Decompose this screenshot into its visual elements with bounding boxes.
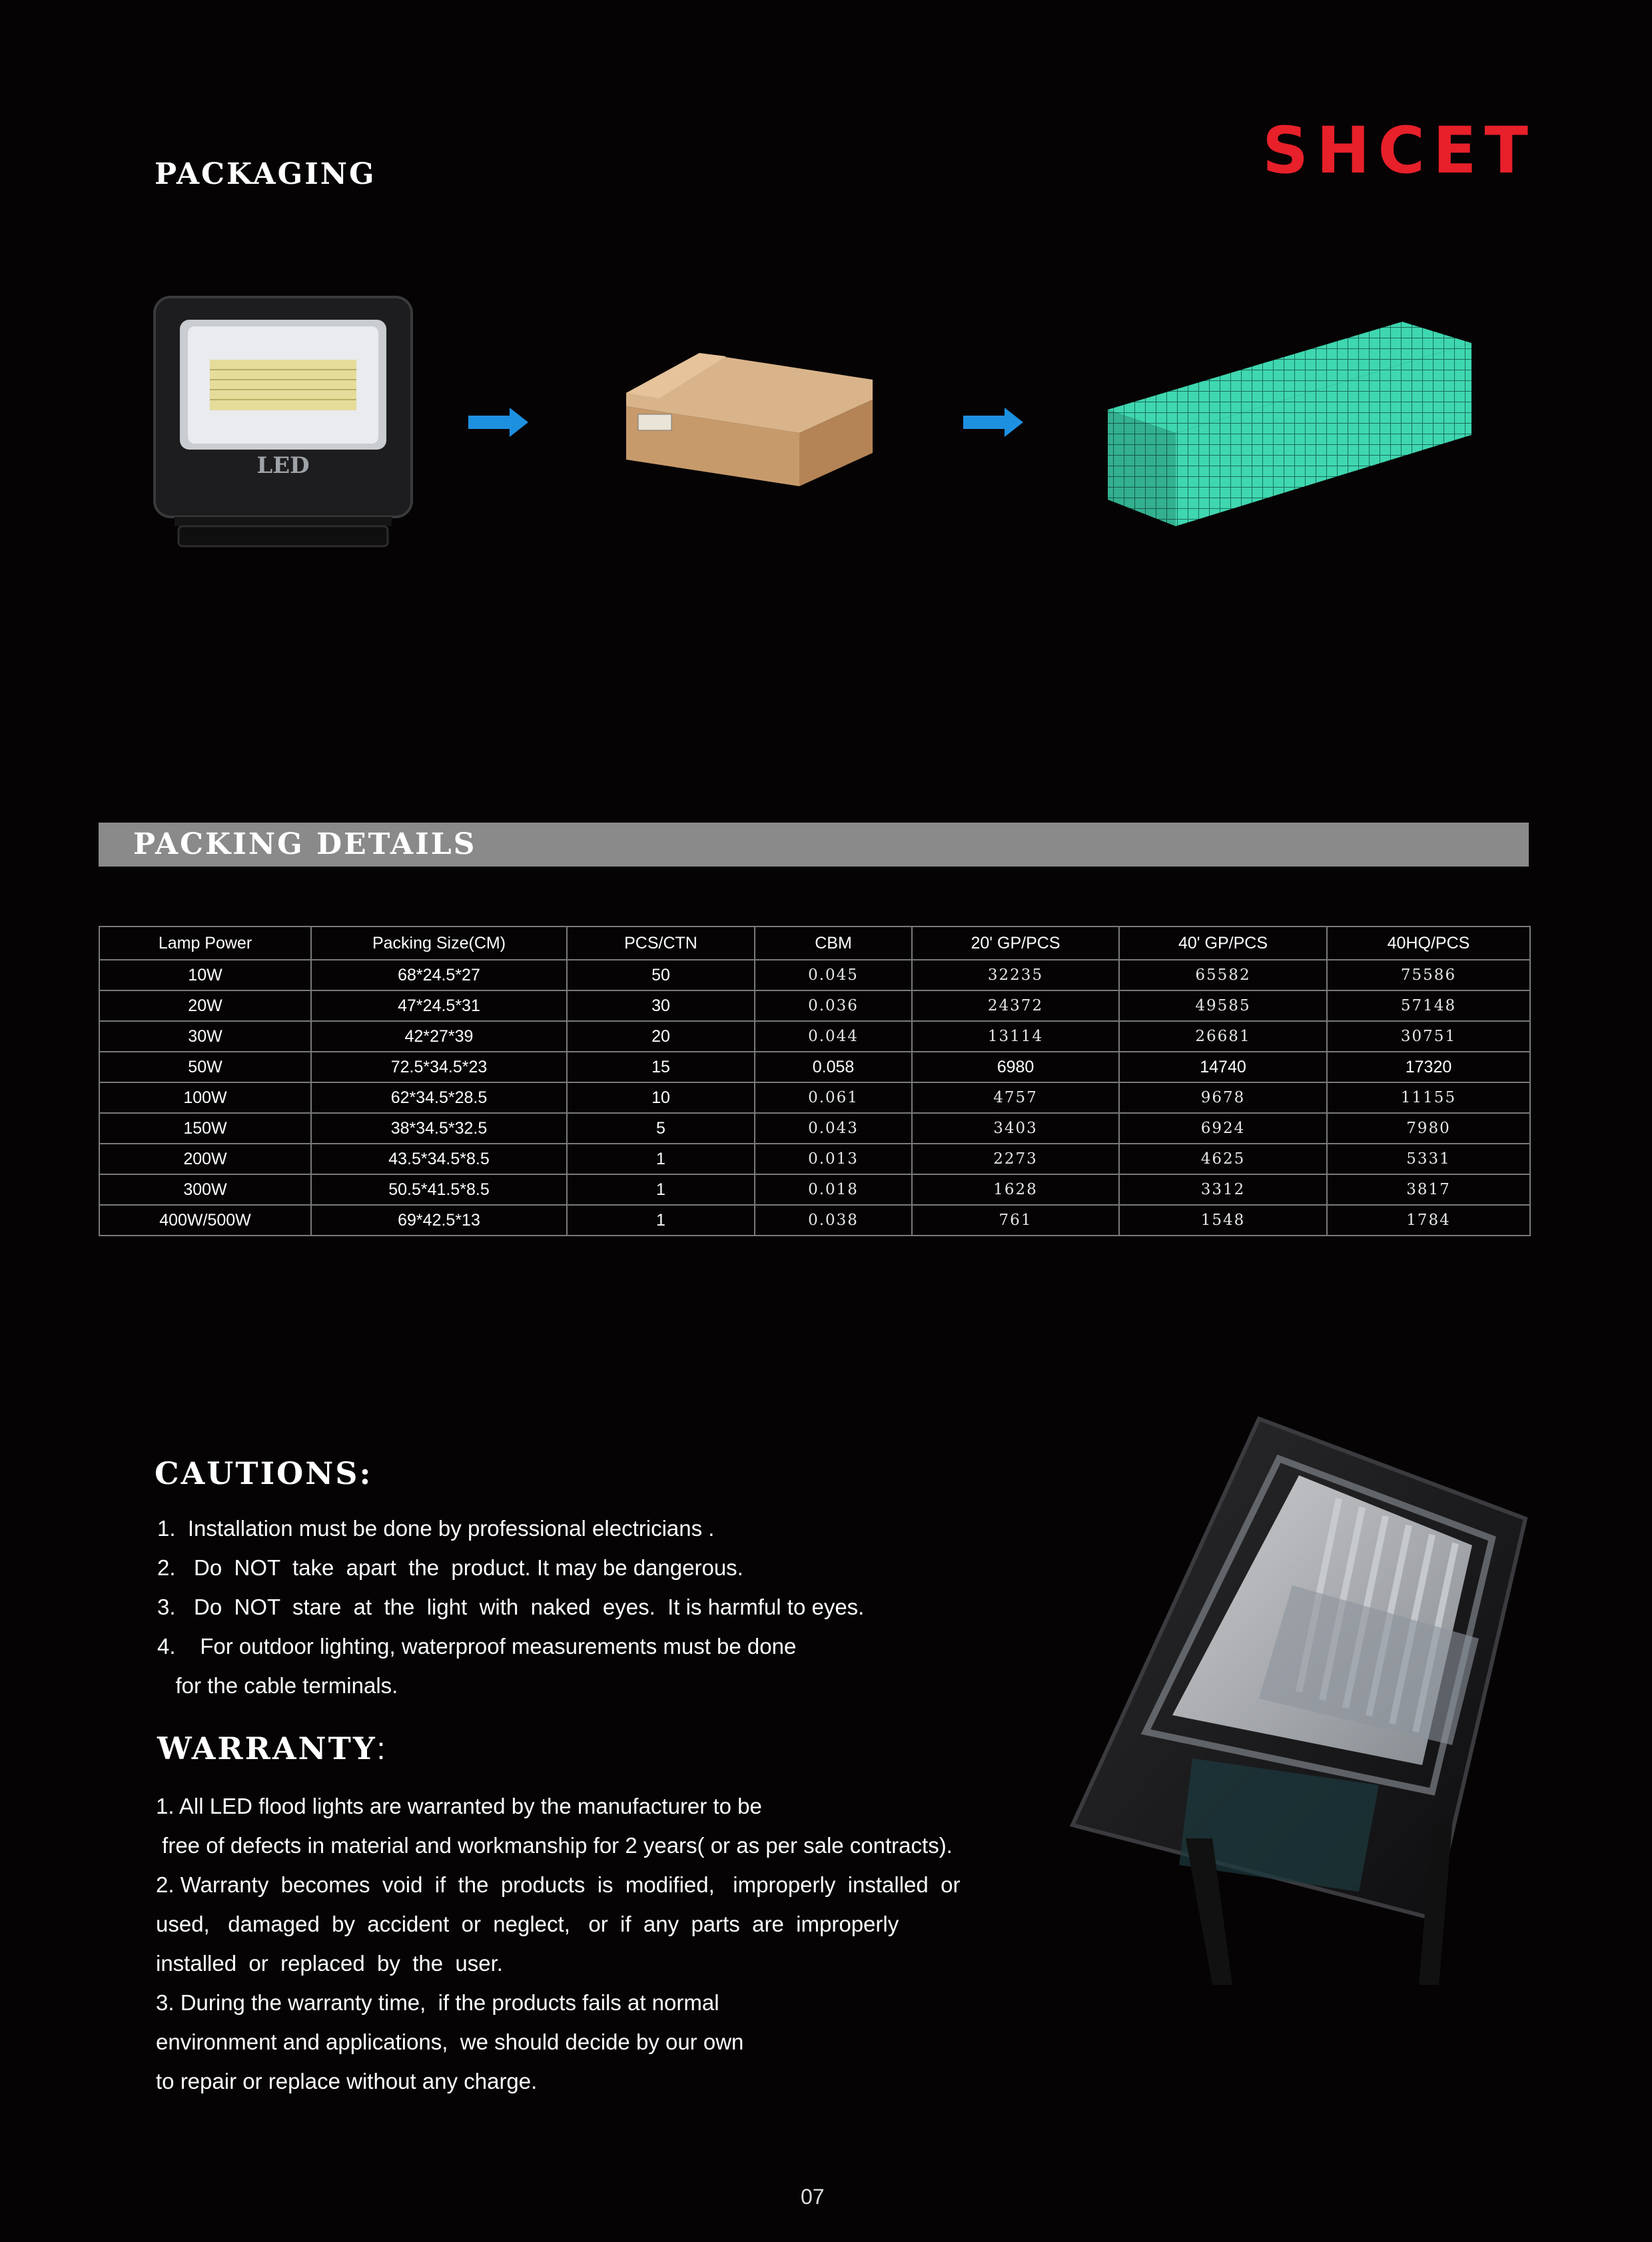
cell-packing-size: 68*24.5*27: [311, 960, 567, 990]
warranty-list: [156, 1786, 960, 2101]
cell-packing-size: 42*27*39: [311, 1021, 567, 1052]
table-row: [99, 1174, 1530, 1205]
header-pcs-ctn: PCS/CTN: [567, 927, 755, 960]
cell-20gp: 761: [912, 1205, 1119, 1236]
cell-cbm: 0.043: [755, 1113, 912, 1144]
warranty-line: to repair or replace without any charge.: [156, 2069, 538, 2093]
cell-lamp-power: 10W: [99, 960, 311, 990]
cell-lamp-power: 50W: [99, 1052, 311, 1082]
cell-40gp: 1548: [1119, 1205, 1327, 1236]
warranty-line: environment and applications, we should decide by our own: [156, 2030, 744, 2054]
cell-20gp: 3403: [912, 1113, 1119, 1144]
cell-cbm: 0.061: [755, 1082, 912, 1113]
table-row: [99, 1082, 1530, 1113]
cell-cbm: 0.045: [755, 960, 912, 990]
packaging-heading: PACKAGING: [155, 157, 376, 191]
cell-cbm: 0.036: [755, 990, 912, 1021]
flood-light-image: [147, 293, 420, 560]
caution-item: 2. Do NOT take apart the product. It may be dangerous.: [157, 1555, 743, 1580]
cell-40hq: 17320: [1327, 1052, 1530, 1082]
cell-lamp-power: 30W: [99, 1021, 311, 1052]
table-row: [99, 1021, 1530, 1052]
packing-details-heading: PACKING DETAILS: [133, 827, 477, 861]
warranty-title: WARRANTY: [157, 1730, 377, 1766]
cell-40gp: 4625: [1119, 1144, 1327, 1174]
cell-lamp-power: 400W/500W: [99, 1205, 311, 1236]
cell-pcs-ctn: 15: [567, 1052, 755, 1082]
cell-20gp: 13114: [912, 1021, 1119, 1052]
cell-pcs-ctn: 1: [567, 1144, 755, 1174]
cell-40hq: 75586: [1327, 960, 1530, 990]
cell-lamp-power: 20W: [99, 990, 311, 1021]
cell-lamp-power: 150W: [99, 1113, 311, 1144]
cell-40hq: 7980: [1327, 1113, 1530, 1144]
cell-20gp: 2273: [912, 1144, 1119, 1174]
cell-pcs-ctn: 20: [567, 1021, 755, 1052]
cell-40hq: 3817: [1327, 1174, 1530, 1205]
carton-box-icon: [620, 353, 879, 493]
table-row: [99, 1113, 1530, 1144]
header-cbm: CBM: [755, 927, 912, 960]
cautions-heading: CAUTIONS:: [155, 1455, 373, 1491]
cell-40hq: 1784: [1327, 1205, 1530, 1236]
led-badge: LED: [256, 452, 310, 479]
cell-40gp: 9678: [1119, 1082, 1327, 1113]
header-packing-size: Packing Size(CM): [311, 927, 567, 960]
cell-pcs-ctn: 1: [567, 1205, 755, 1236]
table-row: [99, 960, 1530, 990]
cell-40gp: 26681: [1119, 1021, 1327, 1052]
warranty-title-suffix: :: [376, 1731, 388, 1766]
header-40hq: 40HQ/PCS: [1327, 927, 1530, 960]
cell-40gp: 6924: [1119, 1113, 1327, 1144]
cell-cbm: 0.038: [755, 1205, 912, 1236]
caution-item: 4. For outdoor lighting, waterproof measurements must be done: [157, 1634, 797, 1659]
header-lamp-power: Lamp Power: [99, 927, 311, 960]
cautions-list: [157, 1509, 864, 1705]
cell-lamp-power: 200W: [99, 1144, 311, 1174]
cell-packing-size: 38*34.5*32.5: [311, 1113, 567, 1144]
cell-20gp: 24372: [912, 990, 1119, 1021]
brand-logo: SHCET: [1262, 113, 1536, 188]
cell-pcs-ctn: 10: [567, 1082, 755, 1113]
warranty-line: free of defects in material and workmanship for 2 years( or as per sale contracts).: [156, 1833, 953, 1858]
cell-pcs-ctn: 5: [567, 1113, 755, 1144]
cell-40hq: 11155: [1327, 1082, 1530, 1113]
cell-20gp: 4757: [912, 1082, 1119, 1113]
cell-cbm: 0.058: [755, 1052, 912, 1082]
cell-lamp-power: 300W: [99, 1174, 311, 1205]
cell-packing-size: 69*42.5*13: [311, 1205, 567, 1236]
warranty-line: installed or replaced by the user.: [156, 1951, 503, 1976]
cell-pcs-ctn: 50: [567, 960, 755, 990]
table-row: [99, 1052, 1530, 1082]
cell-pcs-ctn: 1: [567, 1174, 755, 1205]
flood-light-product-image: [1059, 1412, 1539, 1985]
cell-40gp: 3312: [1119, 1174, 1327, 1205]
caution-item: for the cable terminals.: [157, 1673, 398, 1698]
container-load-icon: [1102, 316, 1475, 530]
cell-lamp-power: 100W: [99, 1082, 311, 1113]
cell-40hq: 57148: [1327, 990, 1530, 1021]
cell-pcs-ctn: 30: [567, 990, 755, 1021]
cell-cbm: 0.044: [755, 1021, 912, 1052]
warranty-heading: [157, 1730, 387, 1766]
cell-20gp: 6980: [912, 1052, 1119, 1082]
table-row: [99, 990, 1530, 1021]
cell-cbm: 0.018: [755, 1174, 912, 1205]
cell-20gp: 32235: [912, 960, 1119, 990]
table-header-row: [99, 927, 1530, 960]
cell-40gp: 65582: [1119, 960, 1327, 990]
cell-20gp: 1628: [912, 1174, 1119, 1205]
table-row: [99, 1205, 1530, 1236]
header-40gp: 40' GP/PCS: [1119, 927, 1327, 960]
cell-packing-size: 43.5*34.5*8.5: [311, 1144, 567, 1174]
page-number: 07: [801, 2185, 825, 2209]
table-row: [99, 1144, 1530, 1174]
cell-40hq: 5331: [1327, 1144, 1530, 1174]
arrow-right-icon: [468, 408, 528, 437]
cell-cbm: 0.013: [755, 1144, 912, 1174]
header-20gp: 20' GP/PCS: [912, 927, 1119, 960]
packing-details-table: [99, 926, 1531, 1236]
warranty-line: 3. During the warranty time, if the products fails at normal: [156, 1990, 719, 2015]
cell-40hq: 30751: [1327, 1021, 1530, 1052]
cell-packing-size: 50.5*41.5*8.5: [311, 1174, 567, 1205]
cell-packing-size: 62*34.5*28.5: [311, 1082, 567, 1113]
cell-packing-size: 47*24.5*31: [311, 990, 567, 1021]
caution-item: 1. Installation must be done by professional electricians .: [157, 1516, 715, 1541]
cell-packing-size: 72.5*34.5*23: [311, 1052, 567, 1082]
warranty-line: used, damaged by accident or neglect, or if any parts are improperly: [156, 1912, 899, 1936]
warranty-line: 1. All LED flood lights are warranted by the manufacturer to be: [156, 1794, 762, 1818]
warranty-line: 2. Warranty becomes void if the products is modified, improperly installed or: [156, 1872, 961, 1897]
arrow-right-icon: [963, 408, 1023, 437]
cell-40gp: 14740: [1119, 1052, 1327, 1082]
cell-40gp: 49585: [1119, 990, 1327, 1021]
caution-item: 3. Do NOT stare at the light with naked eyes. It is harmful to eyes.: [157, 1595, 865, 1619]
